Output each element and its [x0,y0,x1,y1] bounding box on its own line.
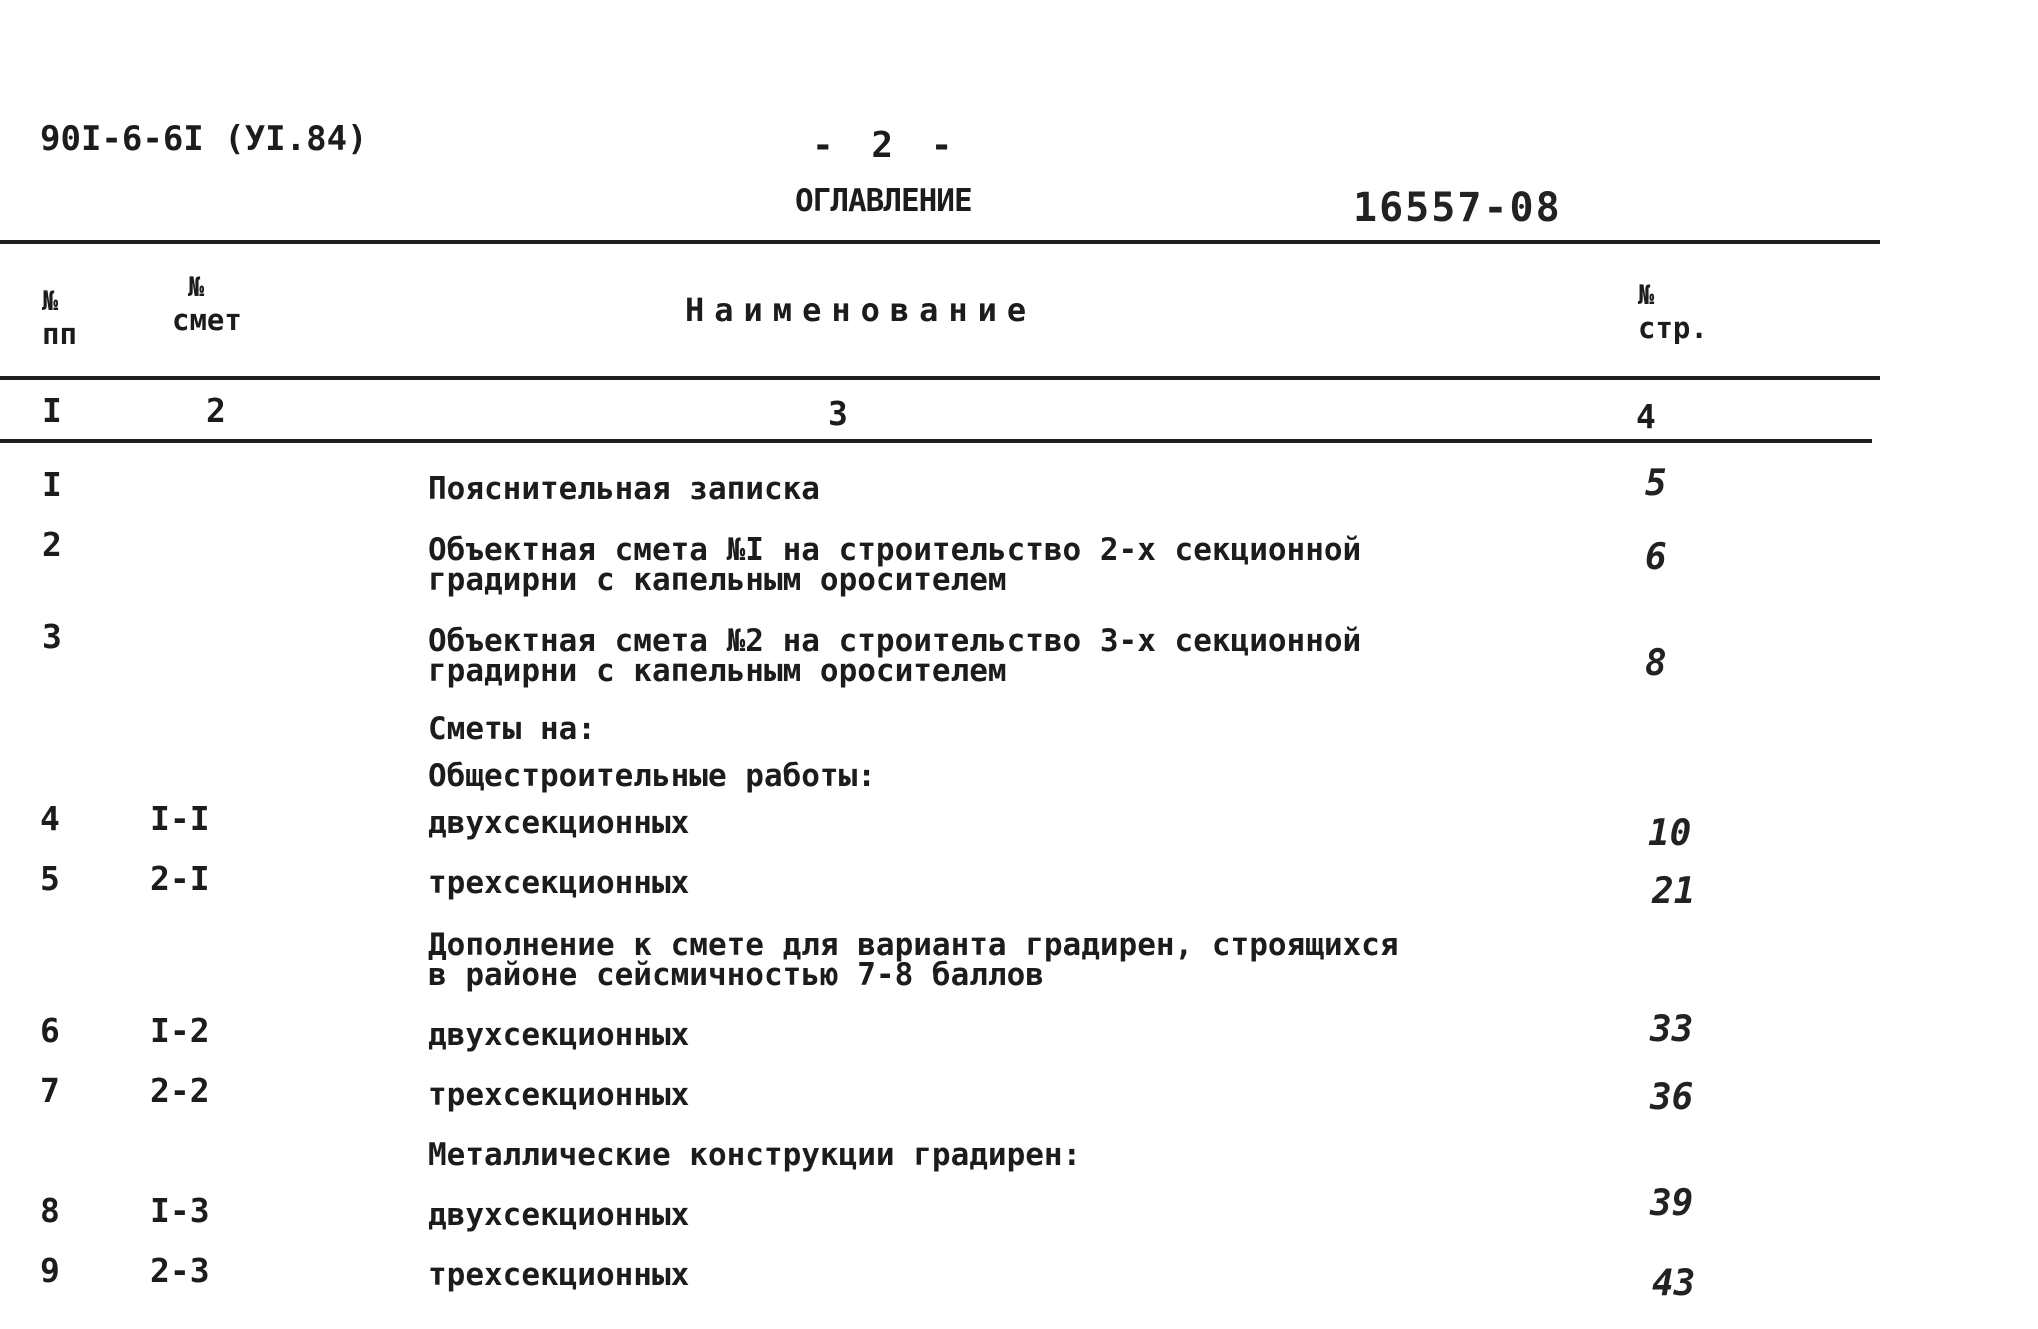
header-number-sign: № [42,286,59,317]
row-name [428,805,690,841]
row-number: 5 [40,859,60,898]
header-estimate-sign: № [188,272,205,303]
row-number: I [42,465,62,504]
row-number: 7 [40,1071,60,1110]
header-page-sign: № [1638,280,1655,311]
row-estimate: 2-3 [150,1251,210,1290]
row-name [428,471,820,507]
column-number-2: 2 [206,391,226,430]
row-name-line: трехсекционных [428,1077,690,1113]
row-name-line: Объектная смета №2 на строительство 3-х секционной [428,623,1362,659]
row-estimate: 2-2 [150,1071,210,1110]
column-numbers-bottom-rule [0,439,1872,443]
row-page: 33 [1650,1009,1694,1050]
header-bottom-rule [0,376,1880,380]
row-name [428,623,1362,689]
row-page: 43 [1652,1263,1696,1304]
row-name-line: Дополнение к смете для варианта градирен, строящихся [428,927,1399,963]
row-number: 2 [42,525,62,564]
row-name-line: градирни с капельным оросителем [428,653,1007,689]
row-number: 4 [40,799,60,838]
row-name-line: Общестроительные работы: [428,758,876,794]
row-name [428,758,876,794]
row-estimate: 2-I [150,859,210,898]
row-name-line: Объектная смета №I на строительство 2-х секционной [428,532,1362,568]
row-number: 3 [42,617,62,656]
row-page: 36 [1650,1077,1694,1118]
row-name-line: двухсекционных [428,1197,690,1233]
row-name-line: трехсекционных [428,865,690,901]
document-title: ОГЛАВЛЕНИЕ [795,183,972,219]
row-page: 39 [1650,1183,1694,1224]
row-name [428,1137,1082,1173]
inventory-number: 16557-08 [1353,185,1562,231]
row-name [428,1077,690,1113]
row-name-line: Пояснительная записка [428,471,820,507]
row-name [428,1257,690,1293]
row-page: 6 [1645,537,1667,578]
row-name [428,865,690,901]
row-name [428,1197,690,1233]
row-page: 21 [1652,871,1696,912]
row-number: 8 [40,1191,60,1230]
row-estimate: I-3 [150,1191,210,1230]
row-name-line: в районе сейсмичностью 7-8 баллов [428,957,1044,993]
row-estimate: I-2 [150,1011,210,1050]
column-number-4: 4 [1636,397,1656,436]
column-number-3: 3 [828,394,848,433]
header-estimate-label: смет [172,303,242,337]
header-name: Наименование [685,291,1037,329]
row-name [428,1017,690,1053]
table-top-rule [0,240,1880,244]
row-name-line: Сметы на: [428,711,596,747]
row-name [428,927,1399,993]
column-number-1: I [42,391,62,430]
row-number: 6 [40,1011,60,1050]
row-name-line: двухсекционных [428,1017,690,1053]
row-page: 5 [1645,463,1667,504]
row-name-line: Металлические конструкции градирен: [428,1137,1082,1173]
row-name [428,711,596,747]
document-code: 90I-6-6I (УI.84) [40,119,368,159]
header-number-label: пп [42,317,77,351]
header-page-label: стр. [1638,311,1708,345]
row-name-line: градирни с капельным оросителем [428,562,1007,598]
row-number: 9 [40,1251,60,1290]
row-page: 8 [1645,643,1667,684]
row-name-line: двухсекционных [428,805,690,841]
page-number: - 2 - [812,125,961,166]
row-name-line: трехсекционных [428,1257,690,1293]
row-name [428,532,1362,598]
row-estimate: I-I [150,799,210,838]
row-page: 10 [1648,813,1692,854]
